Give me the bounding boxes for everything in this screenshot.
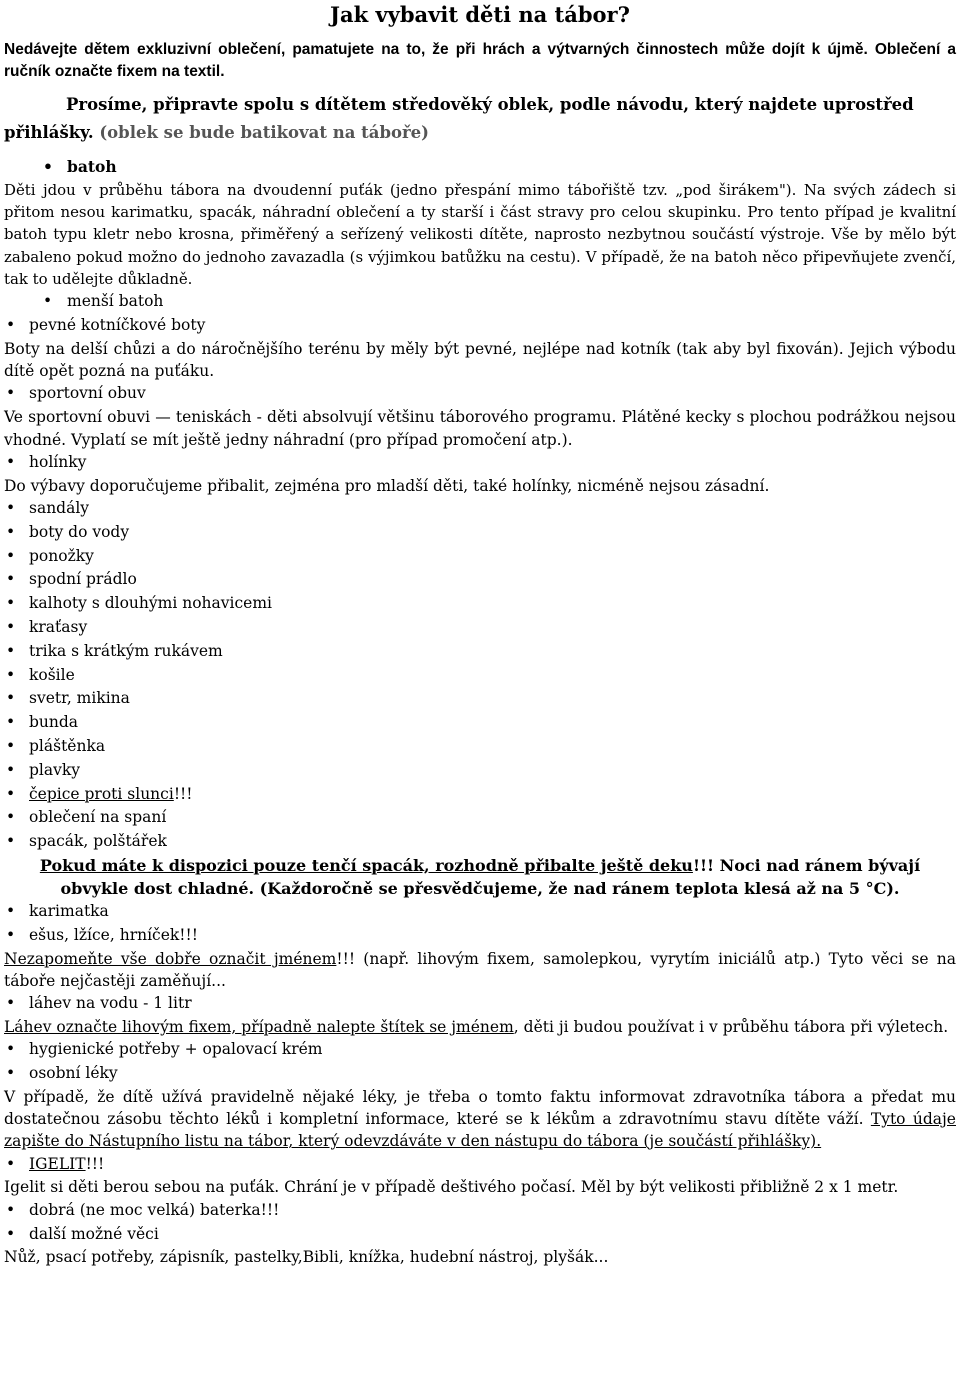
- warning-rest: !!! Noci nad ránem bývají obvykle dost chladné. (Každoročně se přesvědčujeme, že nad ránem teplota klesá až na 5 °C).: [60, 855, 921, 898]
- name-labels-rest: !!! (např. lihovým fixem, samolepkou, vyrytím iniciálů atp.) Tyto věci se na táboře nejčastěji zaměňují...: [4, 949, 956, 990]
- igelit-label: IGELIT: [29, 1154, 86, 1173]
- list-item: • spodní prádlo: [4, 568, 956, 592]
- lahev-description: [4, 1016, 956, 1038]
- list-item: • sandály: [4, 497, 956, 521]
- leky-underlined: Tyto údaje zapište do Nástupního listu na tábor, který odevzdáváte v den nástupu do tábora (je součástí přihlášky).: [4, 1110, 956, 1151]
- boty-description: Boty na delší chůzi a do náročnějšího terénu by měly být pevné, nejlépe nad kotník (tak aby byl fixován). Jejich výbodu dítě opět pozná na puťáku.: [4, 339, 956, 381]
- leky-text: V případě, že dítě užívá pravidelně nějaké léky, je třeba o tomto faktu informovat zdravotníka tábora a předat mu dostatečnou zásobu těchto léků i kompletní informace, které se k lékům a zdravotnímu stavu dítěte váží.: [4, 1087, 956, 1129]
- list-item-lahev: • láhev na vodu - 1 litr: [4, 992, 956, 1016]
- list-item: • oblečení na spaní: [4, 806, 956, 830]
- dalsi-description: Nůž, psací potřeby, zápisník, pastelky,Bibli, knížka, hudební nástroj, plyšák...: [4, 1248, 609, 1267]
- cepice-emphasis: !!!: [173, 784, 193, 803]
- costume-request-main: Prosíme, připravte spolu s dítětem středověký oblek, podle návodu, který najdete uprostřed přihlášky.: [4, 95, 914, 142]
- list-item-boty: • pevné kotníčkové boty: [4, 314, 956, 338]
- list-item: • ponožky: [4, 545, 956, 569]
- leky-description: [4, 1086, 956, 1153]
- list-item-holinky: • holínky: [4, 451, 956, 475]
- list-item: • svetr, mikina: [4, 687, 956, 711]
- batoh-description: Děti jdou v průběhu tábora na dvoudenní puťák (jedno přespání mimo tábořiště tzv. „pod širákem"). Na svých zádech si přitom nesou karimatku, spacák, náhradní oblečení a ty starší i část stravy pro celou skupinku. Pro tento případ je kvalitní batoh typu kletr nebo krosna, přiměřený a seřízený velikosti dítěte, naprosto nezbytnou součástí výstroje. Vše by mělo být zabaleno pokud možno do jednoho zavazadla (s výjimkou batůžku na cestu). V případě, že na batoh něco připevňujete zvenčí, tak to udělejte důkladně.: [4, 180, 956, 288]
- list-item-dalsi: • další možné věci: [4, 1223, 956, 1247]
- cepice-label: čepice proti slunci: [29, 784, 174, 803]
- list-item: • košile: [4, 664, 956, 688]
- igelit-emphasis: !!!: [85, 1154, 105, 1173]
- list-item: • plavky: [4, 759, 956, 783]
- list-item-sportovni-obuv: • sportovní obuv: [4, 382, 956, 406]
- name-labels-underlined: Nezapomeňte vše dobře označit jménem: [4, 949, 337, 968]
- list-item-hygiena: • hygienické potřeby + opalovací krém: [4, 1038, 956, 1062]
- lahev-underlined: Láhev označte lihovým fixem, případně nalepte štítek se jménem: [4, 1017, 514, 1036]
- name-labels-note: [4, 948, 956, 993]
- list-item: • bunda: [4, 711, 956, 735]
- sport-description: Ve sportovní obuvi — teniskách - děti absolvují většinu táborového programu. Plátěné kecky s plochou podrážkou nejsou vhodné. Vyplatí se mít ještě jedny náhradní (pro případ promočení atp.).: [4, 408, 956, 449]
- list-item-batoh: • batoh: [4, 155, 956, 179]
- list-item: • kalhoty s dlouhými nohavicemi: [4, 592, 956, 616]
- list-item: • ešus, lžíce, hrníček!!!: [4, 924, 956, 948]
- list-item: • spacák, polštářek: [4, 830, 956, 854]
- igelit-description: Igelit si děti berou sebou na puťák. Chrání je v případě deštivého počasí. Měl by být velikosti přibližně 2 x 1 metr.: [4, 1178, 899, 1197]
- page-title: Jak vybavit děti na tábor?: [330, 2, 630, 27]
- list-item-igelit: [4, 1153, 956, 1177]
- list-item-mensi-batoh: • menší batoh: [4, 290, 956, 314]
- list-item: • pláštěnka: [4, 735, 956, 759]
- costume-request: [4, 91, 956, 147]
- list-item: • boty do vody: [4, 521, 956, 545]
- intro-paragraph: Nedávejte dětem exkluzivní oblečení, pamatujete na to, že při hrách a výtvarných činnostech může dojít k újmě. Oblečení a ručník označte fixem na textil.: [4, 41, 956, 80]
- list-item: • karimatka: [4, 900, 956, 924]
- list-item: • kraťasy: [4, 616, 956, 640]
- holinky-description: Do výbavy doporučujeme přibalit, zejména pro mladší děti, také holínky, nicméně nejsou zásadní.: [4, 476, 770, 495]
- list-item-baterka: • dobrá (ne moc velká) baterka!!!: [4, 1199, 956, 1223]
- warning-underlined: Pokud máte k dispozici pouze tenčí spacák, rozhodně přibalte ještě deku: [39, 855, 693, 875]
- list-item-leky: • osobní léky: [4, 1062, 956, 1086]
- lahev-rest: , děti ji budou používat i v průběhu tábora při výletech.: [513, 1017, 949, 1036]
- costume-request-note: (oblek se bude batikovat na táboře): [93, 123, 429, 142]
- list-item-cepice: [4, 783, 956, 807]
- list-item: • trika s krátkým rukávem: [4, 640, 956, 664]
- sleeping-bag-warning: [4, 854, 956, 900]
